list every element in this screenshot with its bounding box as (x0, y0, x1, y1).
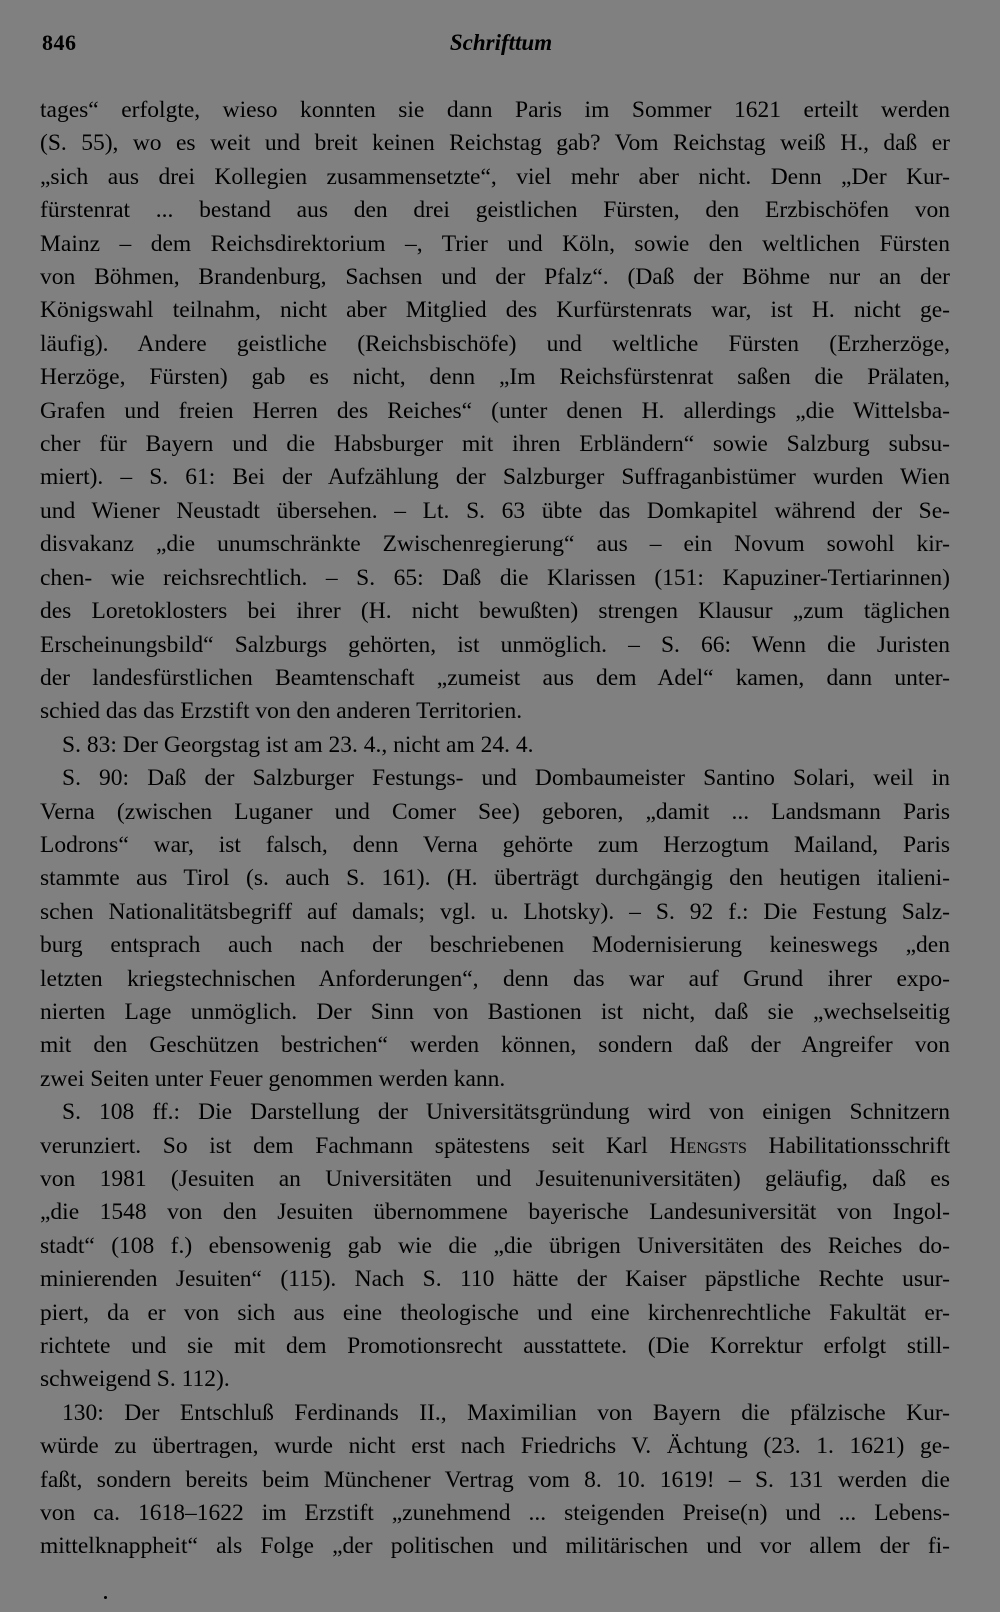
text-line: Grafen und freien Herren des Reiches“ (unter denen H. allerdings „die Wittelsba- (40, 397, 950, 424)
author-name-smallcaps: Hengsts (669, 1132, 747, 1159)
text-line: miert). – S. 61: Bei der Aufzählung der Salzburger Suffraganbistümer wurden Wien (40, 464, 950, 491)
running-head: Schrifttum (449, 30, 553, 55)
text-line: S. 108 ff.: Die Darstellung der Universitätsgründung wird von einigen Schnitzern (62, 1099, 950, 1126)
text-line: und Wiener Neustadt übersehen. – Lt. S. 63 übte das Domkapitel während der Se- (40, 497, 950, 524)
text-line: „sich aus drei Kollegien zusammensetzte“, viel mehr aber nicht. Denn „Der Kur- (40, 163, 950, 190)
text-line: schen Nationalitätsbegriff auf damals; vgl. u. Lhotsky). – S. 92 f.: Die Festung Salz- (40, 898, 950, 925)
text-line: mittelknappheit“ als Folge „der politischen und militärischen und vor allem der fi- (40, 1533, 950, 1560)
text-line: 130: Der Entschluß Ferdinands II., Maximilian von Bayern die pfälzische Kur- (62, 1399, 950, 1426)
text-line: Erscheinungsbild“ Salzburgs gehörten, ist unmöglich. – S. 66: Wenn die Juristen (40, 631, 950, 658)
text-line: minierenden Jesuiten“ (115). Nach S. 110 hätte der Kaiser päpstliche Rechte usur- (40, 1266, 950, 1293)
text-line: S. 90: Daß der Salzburger Festungs- und Dombaumeister Santino Solari, weil in (62, 765, 950, 792)
text-line: schweigend S. 112). (40, 1366, 230, 1393)
text-line: Mainz – dem Reichsdirektorium –, Trier und Köln, sowie den weltlichen Fürsten (40, 230, 950, 257)
text-line: Lodrons“ war, ist falsch, denn Verna gehörte zum Herzogtum Mailand, Paris (40, 831, 950, 858)
text-line: des Loretoklosters bei ihrer (H. nicht bewußten) strengen Klausur „zum täglichen (40, 598, 950, 625)
text-line: zwei Seiten unter Feuer genommen werden kann. (40, 1065, 506, 1092)
text-line: von Böhmen, Brandenburg, Sachsen und der Pfalz“. (Daß der Böhme nur an der (40, 264, 950, 291)
text-line: disvakanz „die unumschränkte Zwischenregierung“ aus – ein Novum sowohl kir- (40, 531, 950, 558)
page-number: 846 (42, 30, 77, 55)
page-header (42, 30, 960, 64)
text-line: chen- wie reichsrechtlich. – S. 65: Daß die Klarissen (151: Kapuziner-Tertiarinnen) (40, 564, 950, 591)
text-line: läufig). Andere geistliche (Reichsbischöfe) und weltliche Fürsten (Erzherzöge, (40, 330, 950, 357)
text-line: Herzöge, Fürsten) gab es nicht, denn „Im Reichsfürstenrat saßen die Prälaten, (40, 364, 950, 391)
scan-speck (104, 1596, 107, 1599)
text-line: stadt“ (108 f.) ebensowenig gab wie die „die übrigen Universitäten des Reiches do- (40, 1232, 950, 1259)
text-segment: verunziert. So ist dem Fachmann spätestens seit Karl (40, 1132, 670, 1159)
text-line: S. 83: Der Georgstag ist am 23. 4., nicht am 24. 4. (62, 731, 534, 758)
text-line: faßt, sondern bereits beim Münchener Vertrag vom 8. 10. 1619! – S. 131 werden die (40, 1466, 950, 1493)
text-line: der landesfürstlichen Beamtenschaft „zumeist aus dem Adel“ kamen, dann unter- (40, 664, 950, 691)
text-line: würde zu übertragen, wurde nicht erst nach Friedrichs V. Ächtung (23. 1. 1621) ge- (40, 1433, 950, 1460)
text-line: stammte aus Tirol (s. auch S. 161). (H. überträgt durchgängig den heutigen italieni- (40, 865, 950, 892)
text-line: burg entsprach auch nach der beschriebenen Modernisierung keineswegs „den (40, 932, 950, 959)
text-line (40, 1130, 950, 1163)
text-line: fürstenrat ... bestand aus den drei geistlichen Fürsten, den Erzbischöfen von (40, 197, 950, 224)
text-line: letzten kriegstechnischen Anforderungen“, denn das war auf Grund ihrer expo- (40, 965, 950, 992)
text-line: nierten Lage unmöglich. Der Sinn von Bastionen ist nicht, daß sie „wechselseitig (40, 998, 950, 1025)
text-line: von ca. 1618–1622 im Erzstift „zunehmend ... steigenden Preise(n) und ... Lebens- (40, 1500, 950, 1527)
text-line: Königswahl teilnahm, nicht aber Mitglied des Kurfürstenrats war, ist H. nicht ge- (40, 297, 950, 324)
body-text (40, 94, 950, 1564)
text-line: (S. 55), wo es weit und breit keinen Reichstag gab? Vom Reichstag weiß H., daß er (40, 130, 950, 157)
text-line: mit den Geschützen bestrichen“ werden können, sondern daß der Angreifer von (40, 1032, 950, 1059)
text-line: von 1981 (Jesuiten an Universitäten und Jesuitenuniversitäten) geläufig, daß es (40, 1166, 950, 1192)
text-line: richtete und sie mit dem Promotionsrecht ausstattete. (Die Korrektur erfolgt still- (40, 1333, 950, 1360)
text-line: Verna (zwischen Luganer und Comer See) geboren, „damit ... Landsmann Paris (40, 798, 950, 825)
text-line: „die 1548 von den Jesuiten übernommene bayerische Landesuniversität von Ingol- (40, 1199, 950, 1226)
text-segment: Habilitationsschrift (746, 1132, 950, 1159)
text-line: piert, da er von sich aus eine theologische und eine kirchenrechtliche Fakultät er- (40, 1299, 950, 1326)
text-line: cher für Bayern und die Habsburger mit ihren Erbländern“ sowie Salzburg subsu- (40, 431, 950, 458)
text-line: schied das das Erzstift von den anderen Territorien. (40, 698, 523, 725)
text-line: tages“ erfolgte, wieso konnten sie dann Paris im Sommer 1621 erteilt werden (40, 97, 950, 123)
